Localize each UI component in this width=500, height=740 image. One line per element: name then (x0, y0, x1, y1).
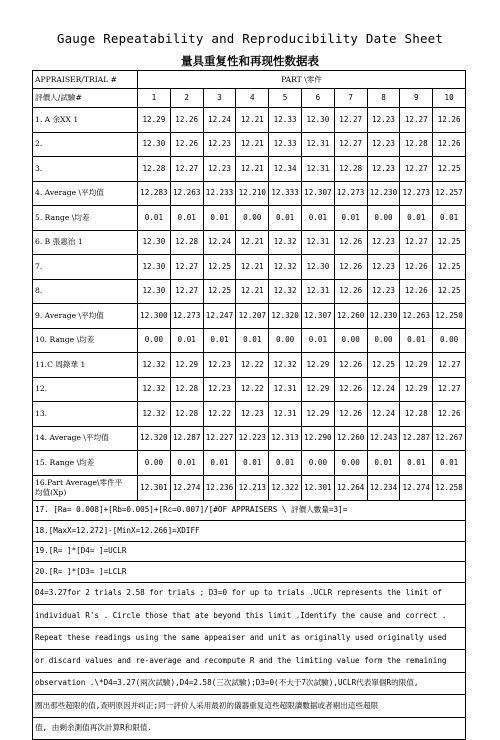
table-row (33, 206, 466, 231)
note-line: D4=3.27for 2 trials 2.58 for trials ; D3=0 for up to trials .UCLR represents the limit of (33, 582, 466, 605)
measurement-cell: 12.31 (301, 132, 334, 157)
measurement-cell: 12.257 (433, 181, 466, 206)
measurement-cell: 12.30 (138, 279, 171, 304)
measurement-cell: 12.30 (138, 230, 171, 255)
note-row (33, 605, 466, 628)
measurement-cell: 12.25 (433, 230, 466, 255)
formula-row (33, 521, 466, 542)
measurement-cell: 12.27 (170, 279, 203, 304)
measurement-cell: 12.25 (433, 157, 466, 182)
measurement-cell: 12.30 (301, 108, 334, 133)
measurement-cell: 12.22 (203, 402, 236, 427)
measurement-cell: 0.01 (138, 206, 171, 231)
formula-row (33, 541, 466, 562)
table-row (33, 157, 466, 182)
measurement-cell: 12.21 (236, 132, 269, 157)
measurement-cell: 12.32 (269, 230, 302, 255)
measurement-cell: 12.27 (433, 353, 466, 378)
measurement-cell: 12.33 (269, 132, 302, 157)
table-row (33, 132, 466, 157)
measurement-cell: 12.26 (400, 279, 433, 304)
measurement-cell: 12.29 (400, 377, 433, 402)
note-row (33, 717, 466, 740)
table-row (33, 181, 466, 206)
measurement-cell: 12.313 (269, 426, 302, 451)
row-label: 14. Average \平均值 (33, 426, 138, 451)
part-average-cell: 12.264 (334, 475, 367, 500)
note-line: 圈出那些超限的值,查明原因并纠正;同一評价人采用最初的儀器重复這些超限讀數据或者剔出這些超限 (33, 695, 466, 718)
table-row (33, 426, 466, 451)
note-row (33, 672, 466, 695)
part-average-cell: 12.258 (433, 475, 466, 500)
measurement-cell: 12.243 (367, 426, 400, 451)
measurement-cell: 12.300 (138, 304, 171, 329)
measurement-cell: 12.28 (334, 157, 367, 182)
part-average-label-line2: 均值(Xp) (35, 487, 67, 497)
measurement-cell: 12.32 (269, 353, 302, 378)
note-row (33, 582, 466, 605)
measurement-cell: 12.25 (367, 353, 400, 378)
measurement-cell: 12.23 (367, 279, 400, 304)
table-row (33, 377, 466, 402)
measurement-cell: 12.28 (400, 402, 433, 427)
formula-r17: 17. [Ra= 0.008]+[Rb=0.005]+[Rc=0.007]/[#OF APPRAISERS \ 評價人數量=3]= (33, 500, 466, 521)
measurement-cell: 12.27 (170, 255, 203, 280)
part-average-label-line1: 16.Part Average\零件平 (35, 478, 123, 488)
measurement-cell: 12.28 (400, 132, 433, 157)
measurement-cell: 12.260 (334, 304, 367, 329)
measurement-cell: 12.26 (433, 108, 466, 133)
measurement-cell: 12.27 (400, 108, 433, 133)
part-average-cell: 12.236 (203, 475, 236, 500)
measurement-cell: 12.27 (334, 108, 367, 133)
measurement-cell: 12.247 (203, 304, 236, 329)
measurement-cell: 0.00 (269, 328, 302, 353)
measurement-cell: 12.287 (170, 426, 203, 451)
formula-r20: 20.[R= ]*[D3= ]=LCLR (33, 562, 466, 583)
measurement-cell: 12.273 (170, 304, 203, 329)
measurement-cell: 0.01 (400, 206, 433, 231)
measurement-cell: 12.24 (203, 230, 236, 255)
measurement-cell: 12.230 (367, 181, 400, 206)
row-label: 9. Average \平均值 (33, 304, 138, 329)
measurement-cell: 12.29 (301, 353, 334, 378)
measurement-cell: 12.283 (138, 181, 171, 206)
measurement-cell: 12.26 (334, 377, 367, 402)
measurement-cell: 0.01 (433, 451, 466, 476)
measurement-cell: 12.29 (400, 353, 433, 378)
measurement-cell: 0.00 (301, 451, 334, 476)
measurement-cell: 12.30 (301, 255, 334, 280)
row-label: 4. Average \平均值 (33, 181, 138, 206)
part-header: PART \零件 (138, 71, 466, 89)
measurement-cell: 0.00 (334, 328, 367, 353)
measurement-cell: 12.23 (203, 377, 236, 402)
part-number-header: 7 (334, 89, 367, 108)
measurement-cell: 12.27 (170, 157, 203, 182)
measurement-cell: 12.30 (138, 132, 171, 157)
measurement-cell: 12.23 (367, 157, 400, 182)
measurement-cell: 12.28 (170, 377, 203, 402)
row-label: 2. (33, 132, 138, 157)
measurement-cell: 12.25 (433, 255, 466, 280)
measurement-cell: 12.27 (400, 157, 433, 182)
measurement-cell: 0.00 (433, 328, 466, 353)
measurement-cell: 0.01 (269, 206, 302, 231)
measurement-cell: 12.27 (334, 132, 367, 157)
measurement-cell: 0.01 (301, 206, 334, 231)
measurement-cell: 12.21 (236, 157, 269, 182)
measurement-cell: 12.26 (334, 255, 367, 280)
measurement-cell: 12.233 (203, 181, 236, 206)
table-row (33, 108, 466, 133)
measurement-cell: 12.33 (269, 108, 302, 133)
measurement-cell: 0.01 (433, 206, 466, 231)
measurement-cell: 12.250 (433, 304, 466, 329)
part-average-cell: 12.322 (269, 475, 302, 500)
row-label: 3. (33, 157, 138, 182)
measurement-cell: 12.26 (433, 402, 466, 427)
table-row (33, 304, 466, 329)
measurement-cell: 12.21 (236, 255, 269, 280)
formula-row (33, 500, 466, 521)
part-average-cell: 12.274 (170, 475, 203, 500)
measurement-cell: 12.32 (138, 402, 171, 427)
data-sheet-table (32, 70, 466, 740)
table-row (33, 279, 466, 304)
measurement-cell: 12.23 (367, 108, 400, 133)
measurement-cell: 12.32 (269, 279, 302, 304)
measurement-cell: 0.01 (203, 451, 236, 476)
measurement-cell: 12.287 (400, 426, 433, 451)
formula-r19: 19.[R= ]*[D4= ]=UCLR (33, 541, 466, 562)
measurement-cell: 12.25 (203, 255, 236, 280)
page-subtitle: 量具重复性和再现性数据表 (181, 54, 319, 68)
measurement-cell: 12.31 (269, 402, 302, 427)
part-number-header: 8 (367, 89, 400, 108)
appraiser-trial-header: APPRAISER/TRIAL # (33, 71, 138, 89)
measurement-cell: 0.00 (367, 206, 400, 231)
measurement-cell: 12.31 (301, 157, 334, 182)
measurement-cell: 12.24 (367, 377, 400, 402)
measurement-cell: 12.28 (170, 402, 203, 427)
part-number-header: 6 (301, 89, 334, 108)
measurement-cell: 12.333 (269, 181, 302, 206)
note-row (33, 695, 466, 718)
row-label: 7. (33, 255, 138, 280)
part-number-header: 10 (433, 89, 466, 108)
measurement-cell: 0.00 (138, 328, 171, 353)
measurement-cell: 0.01 (400, 328, 433, 353)
measurement-cell: 12.26 (334, 402, 367, 427)
measurement-cell: 12.32 (269, 255, 302, 280)
measurement-cell: 12.31 (269, 377, 302, 402)
measurement-cell: 0.01 (170, 328, 203, 353)
note-row (33, 650, 466, 673)
measurement-cell: 12.30 (138, 255, 171, 280)
measurement-cell: 12.263 (170, 181, 203, 206)
part-average-cell: 12.213 (236, 475, 269, 500)
measurement-cell: 12.273 (334, 181, 367, 206)
measurement-cell: 0.01 (203, 206, 236, 231)
measurement-cell: 12.21 (236, 279, 269, 304)
measurement-cell: 12.260 (334, 426, 367, 451)
note-line: or discard values and re-average and recompute R and the limiting value form the remaining (33, 650, 466, 673)
part-average-cell: 12.234 (367, 475, 400, 500)
row-label: 8. (33, 279, 138, 304)
measurement-cell: 12.267 (433, 426, 466, 451)
measurement-cell: 12.26 (334, 279, 367, 304)
formula-row (33, 562, 466, 583)
note-row (33, 627, 466, 650)
part-average-row (33, 475, 466, 500)
part-number-header: 1 (138, 89, 171, 108)
table-row (33, 402, 466, 427)
measurement-cell: 0.00 (334, 451, 367, 476)
measurement-cell: 0.01 (367, 451, 400, 476)
measurement-cell: 12.31 (301, 279, 334, 304)
measurement-cell: 12.25 (203, 279, 236, 304)
measurement-cell: 0.01 (236, 451, 269, 476)
note-line: observation .\*D4=3.27(兩次試驗),D4=2.58(三次試驗);D3=0(不大于7次試驗),UCLR代表單個R的限值, (33, 672, 466, 695)
measurement-cell: 12.263 (400, 304, 433, 329)
measurement-cell: 12.32 (138, 377, 171, 402)
part-number-header: 4 (236, 89, 269, 108)
measurement-cell: 0.01 (269, 451, 302, 476)
measurement-cell: 12.34 (269, 157, 302, 182)
table-row (33, 328, 466, 353)
appraiser-trial-header-zh: 評價人/試驗# (33, 89, 138, 108)
table-row (33, 451, 466, 476)
row-label: 15. Range \均差 (33, 451, 138, 476)
measurement-cell: 12.29 (301, 377, 334, 402)
row-label: 1. A 余XX 1 (33, 108, 138, 133)
measurement-cell: 12.307 (301, 181, 334, 206)
measurement-cell: 12.23 (367, 230, 400, 255)
measurement-cell: 12.28 (170, 230, 203, 255)
measurement-cell: 12.24 (367, 402, 400, 427)
measurement-cell: 12.23 (367, 255, 400, 280)
measurement-cell: 12.27 (400, 230, 433, 255)
measurement-cell: 12.230 (367, 304, 400, 329)
measurement-cell: 0.00 (138, 451, 171, 476)
row-label: 10. Range \均差 (33, 328, 138, 353)
measurement-cell: 12.227 (203, 426, 236, 451)
measurement-cell: 12.26 (433, 132, 466, 157)
row-label: 11.C 周錄華 1 (33, 353, 138, 378)
row-label: 13. (33, 402, 138, 427)
measurement-cell: 12.210 (236, 181, 269, 206)
measurement-cell: 0.01 (170, 451, 203, 476)
table-row (33, 353, 466, 378)
note-line: 值, 由剩余測值再次計算R和限值. (33, 717, 466, 740)
note-line: Repeat these readings using the same appeaiser and unit as originally used originally used (33, 627, 466, 650)
measurement-cell: 12.28 (138, 157, 171, 182)
row-label: 6. B 張惠治 1 (33, 230, 138, 255)
measurement-cell: 12.27 (433, 377, 466, 402)
measurement-cell: 0.01 (400, 451, 433, 476)
measurement-cell: 12.25 (433, 279, 466, 304)
measurement-cell: 12.24 (203, 108, 236, 133)
measurement-cell: 0.00 (367, 328, 400, 353)
measurement-cell: 0.01 (203, 328, 236, 353)
measurement-cell: 0.01 (301, 328, 334, 353)
note-line: individual R's . Circle those that ate beyond this limit .Identify the cause and correct . (33, 605, 466, 628)
row-label: 5. Range \均差 (33, 206, 138, 231)
measurement-cell: 12.29 (301, 402, 334, 427)
part-average-cell: 12.301 (138, 475, 171, 500)
page-title: Gauge Repeatability and Reproducibility Date Sheet (56, 31, 444, 46)
measurement-cell: 12.21 (236, 108, 269, 133)
measurement-cell: 0.01 (334, 206, 367, 231)
measurement-cell: 12.32 (138, 353, 171, 378)
measurement-cell: 12.320 (138, 426, 171, 451)
row-label (33, 475, 138, 500)
measurement-cell: 12.223 (236, 426, 269, 451)
part-number-header: 2 (170, 89, 203, 108)
measurement-cell: 12.23 (203, 132, 236, 157)
measurement-cell: 0.00 (236, 206, 269, 231)
measurement-cell: 12.207 (236, 304, 269, 329)
part-average-cell: 12.301 (301, 475, 334, 500)
measurement-cell: 12.31 (301, 230, 334, 255)
measurement-cell: 12.26 (334, 353, 367, 378)
part-number-header: 3 (203, 89, 236, 108)
table-row (33, 230, 466, 255)
measurement-cell: 0.01 (236, 328, 269, 353)
measurement-cell: 12.26 (170, 108, 203, 133)
measurement-cell: 12.21 (236, 230, 269, 255)
measurement-cell: 12.29 (170, 353, 203, 378)
measurement-cell: 12.26 (170, 132, 203, 157)
measurement-cell: 12.23 (203, 353, 236, 378)
measurement-cell: 12.23 (367, 132, 400, 157)
row-label: 12. (33, 377, 138, 402)
measurement-cell: 0.01 (170, 206, 203, 231)
table-row (33, 255, 466, 280)
measurement-cell: 12.273 (400, 181, 433, 206)
measurement-cell: 12.320 (269, 304, 302, 329)
measurement-cell: 12.290 (301, 426, 334, 451)
measurement-cell: 12.26 (400, 255, 433, 280)
part-number-header: 5 (269, 89, 302, 108)
measurement-cell: 12.26 (334, 230, 367, 255)
formula-r18: 18.[MaxX=12.272]-[MinX=12.266]=XDIFF (33, 521, 466, 542)
measurement-cell: 12.23 (203, 157, 236, 182)
measurement-cell: 12.29 (138, 108, 171, 133)
measurement-cell: 12.23 (236, 402, 269, 427)
part-average-cell: 12.274 (400, 475, 433, 500)
measurement-cell: 12.22 (236, 353, 269, 378)
part-number-header: 9 (400, 89, 433, 108)
measurement-cell: 12.22 (236, 377, 269, 402)
measurement-cell: 12.307 (301, 304, 334, 329)
